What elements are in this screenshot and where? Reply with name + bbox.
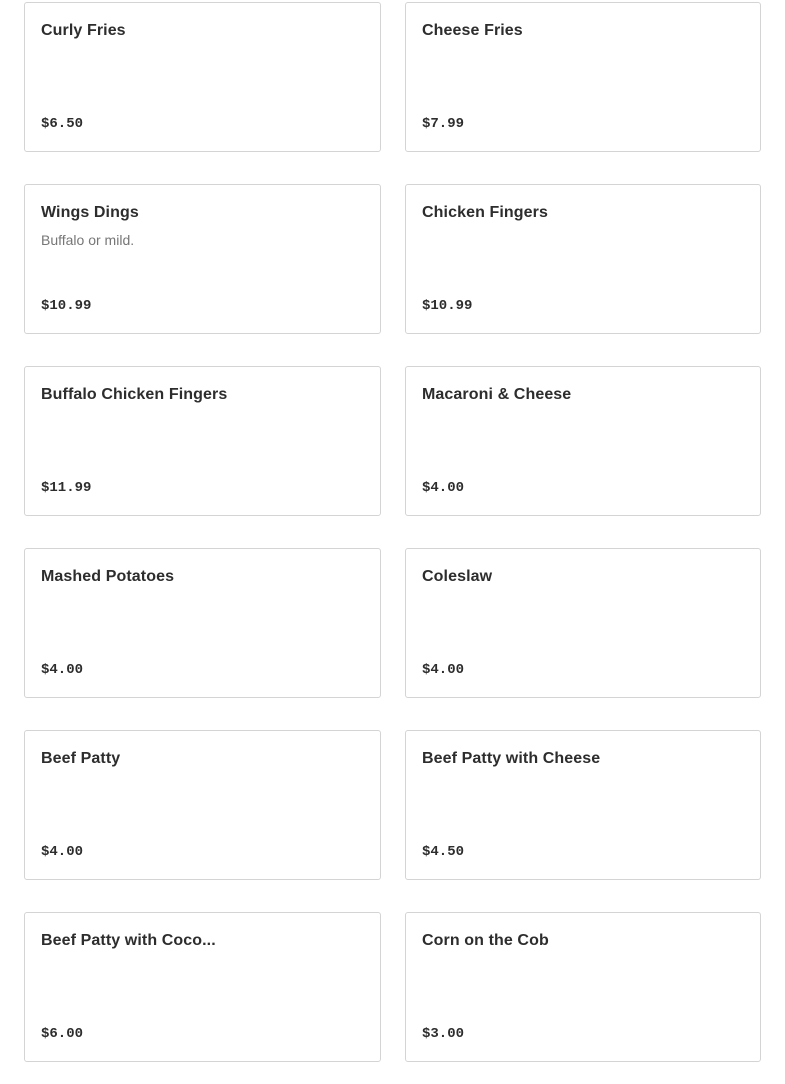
menu-item-price: $11.99 <box>41 480 92 496</box>
menu-item-card[interactable] <box>24 184 381 334</box>
menu-item-price: $4.00 <box>41 844 84 860</box>
menu-item-price: $6.50 <box>41 116 84 132</box>
menu-item-card[interactable] <box>24 2 381 152</box>
menu-item-name: Cheese Fries <box>422 22 523 39</box>
menu-item-card[interactable] <box>405 730 761 880</box>
menu-item-card[interactable] <box>24 912 381 1062</box>
menu-item-name: Beef Patty <box>41 750 121 767</box>
menu-item-price: $4.00 <box>422 662 465 678</box>
menu-item-grid <box>24 2 761 1062</box>
menu-item-card[interactable] <box>405 912 761 1062</box>
menu-item-name: Coleslaw <box>422 568 493 585</box>
menu-item-price: $4.00 <box>422 480 465 496</box>
menu-item-name: Beef Patty with Coco... <box>41 932 216 949</box>
menu-item-price: $6.00 <box>41 1026 84 1042</box>
menu-item-card[interactable] <box>405 366 761 516</box>
menu-item-name: Mashed Potatoes <box>41 568 175 585</box>
menu-item-price: $4.00 <box>41 662 84 678</box>
menu-item-card[interactable] <box>24 548 381 698</box>
menu-item-name: Corn on the Cob <box>422 932 549 949</box>
menu-item-name: Wings Dings <box>41 204 139 221</box>
menu-item-card[interactable] <box>24 730 381 880</box>
menu-item-card[interactable] <box>405 548 761 698</box>
menu-item-price: $10.99 <box>422 298 473 314</box>
menu-item-description: Buffalo or mild. <box>41 232 135 248</box>
menu-item-card[interactable] <box>24 366 381 516</box>
menu-item-name: Buffalo Chicken Fingers <box>41 386 228 403</box>
menu-item-price: $4.50 <box>422 844 465 860</box>
menu-item-price: $10.99 <box>41 298 92 314</box>
menu-item-card[interactable] <box>405 184 761 334</box>
menu-item-name: Macaroni & Cheese <box>422 386 572 403</box>
menu-item-name: Curly Fries <box>41 22 126 39</box>
menu-item-name: Beef Patty with Cheese <box>422 750 601 767</box>
menu-item-price: $7.99 <box>422 116 465 132</box>
menu-item-price: $3.00 <box>422 1026 465 1042</box>
menu-item-name: Chicken Fingers <box>422 204 548 221</box>
menu-item-card[interactable] <box>405 2 761 152</box>
